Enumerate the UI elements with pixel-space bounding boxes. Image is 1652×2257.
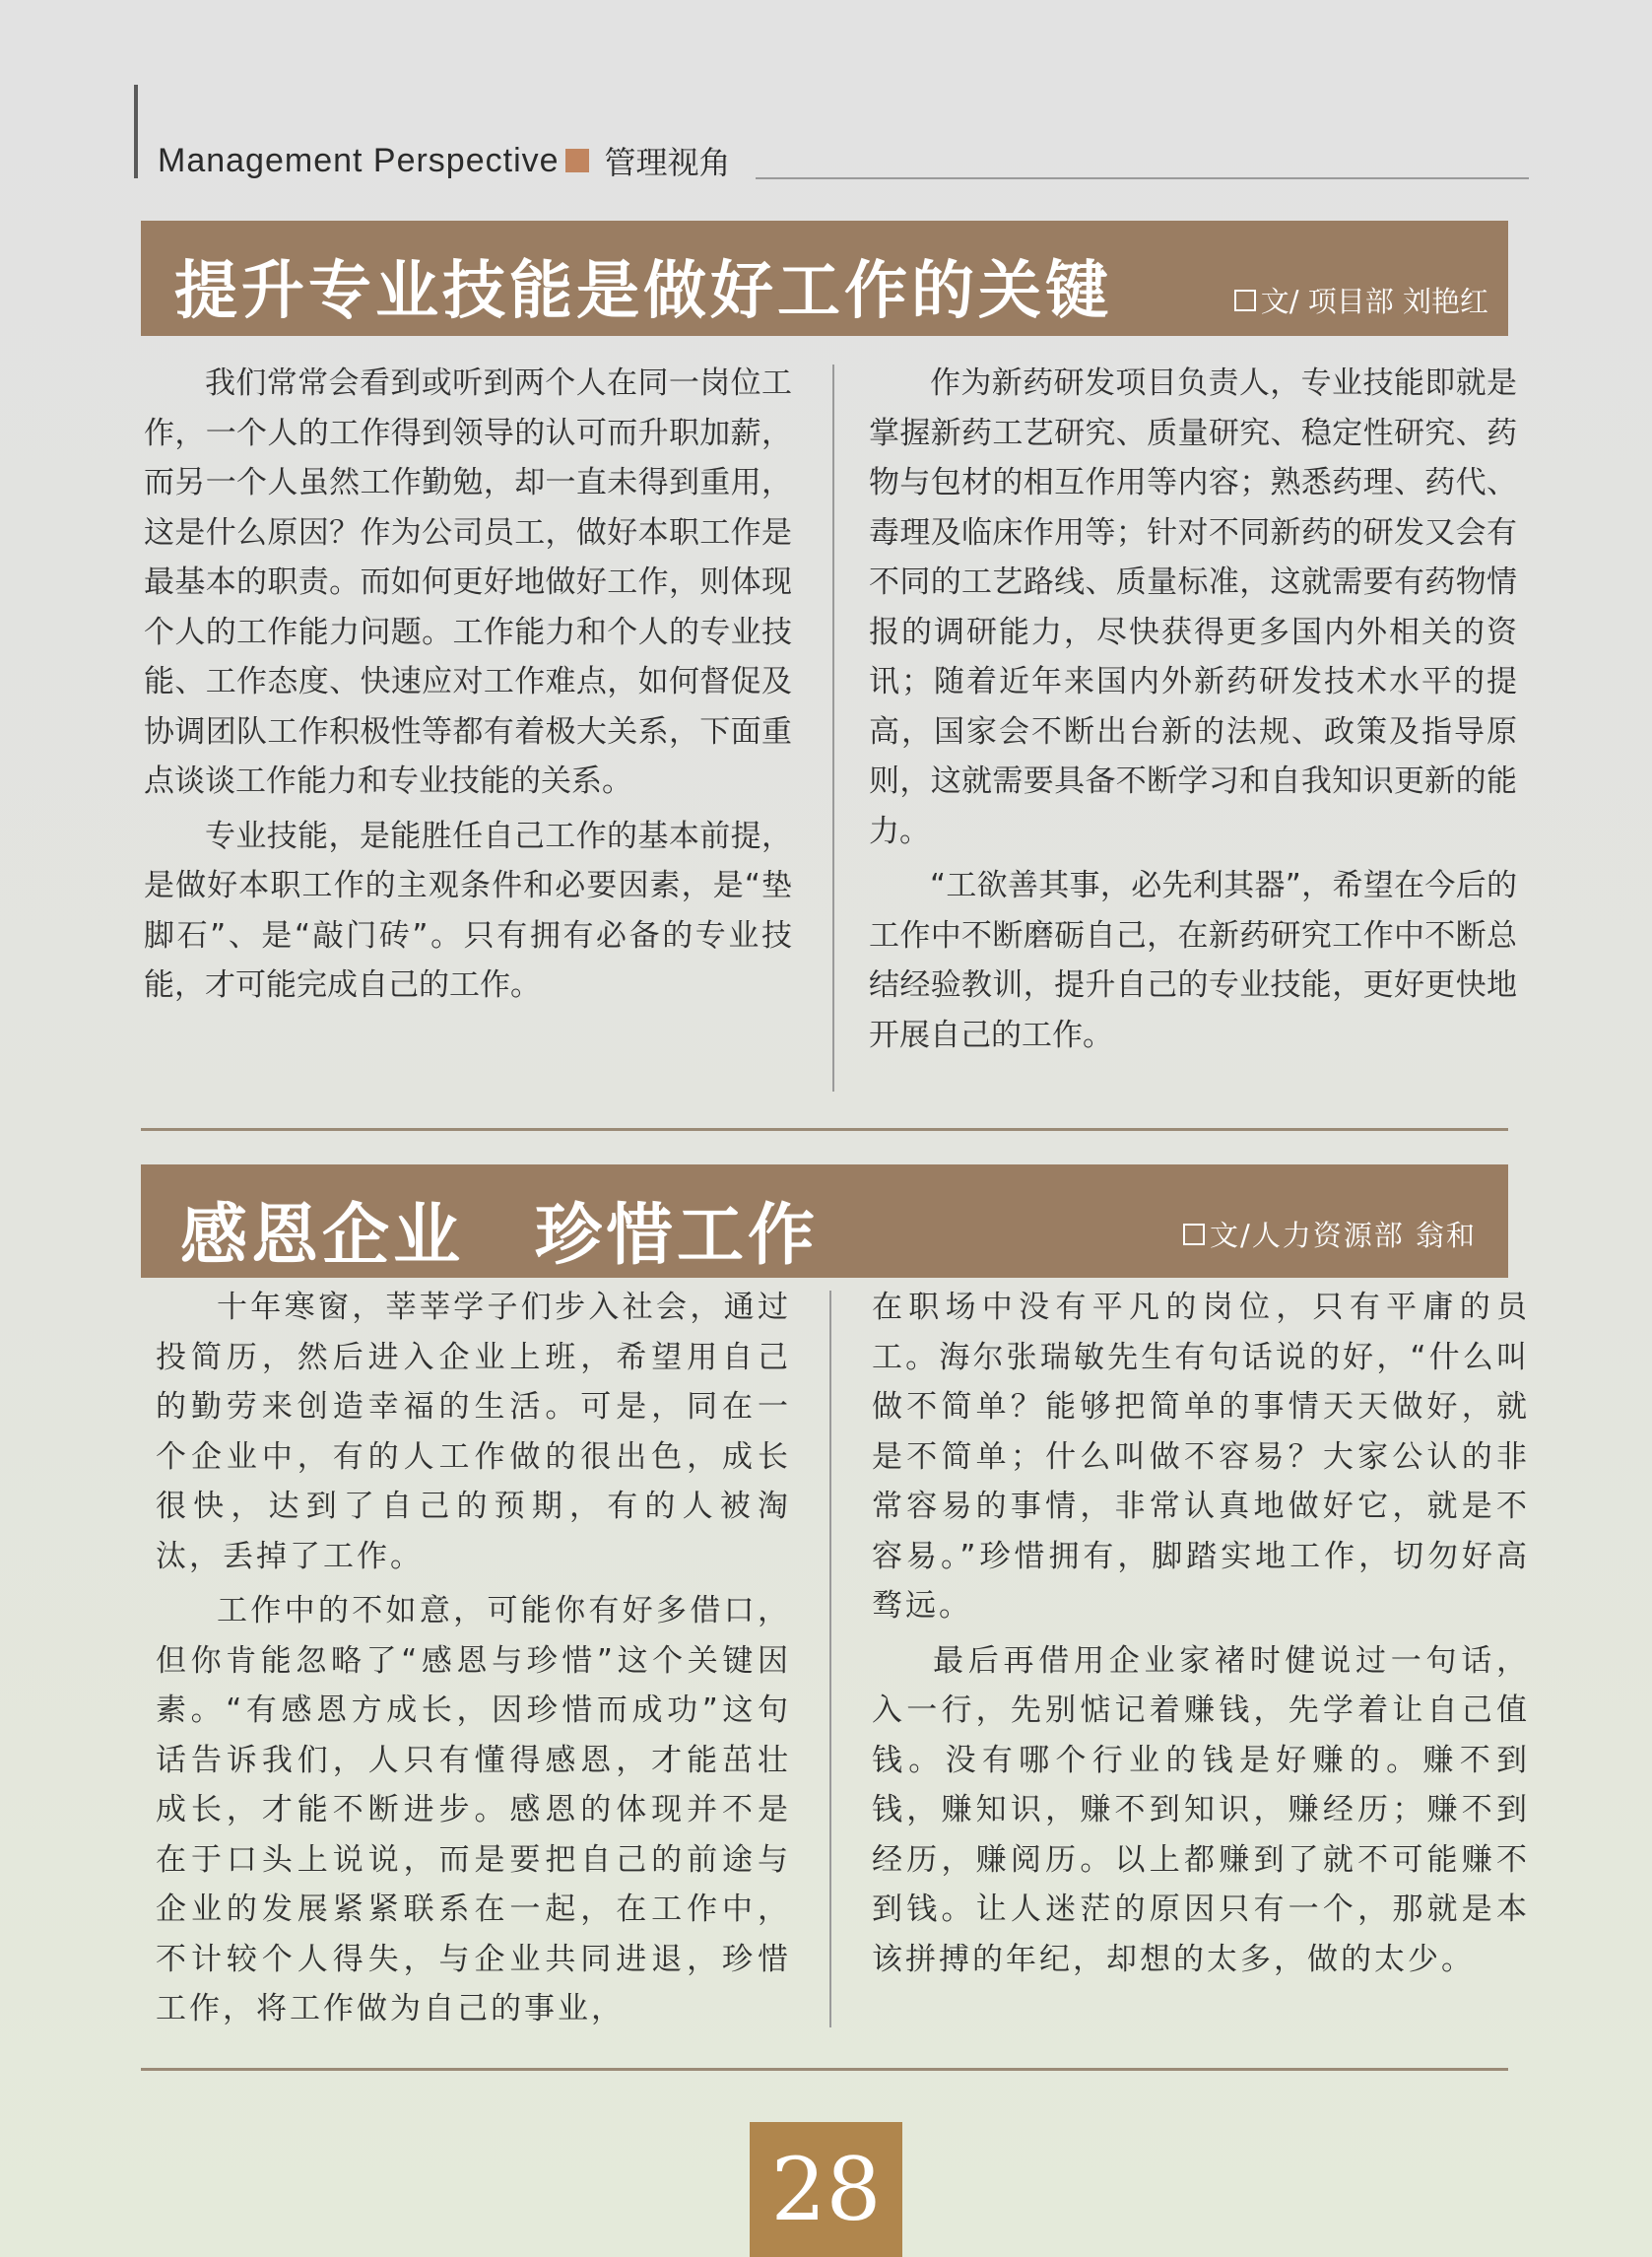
column-divider	[832, 365, 834, 1092]
box-icon	[1234, 290, 1256, 311]
paragraph: 十年寒窗，莘莘学子们步入社会，通过投简历，然后进入企业上班，希望用自己的勤劳来创造幸福的生活。可是，同在一个企业中，有的人工作做的很出色，成长很快，达到了自己的预期，有的人被淘汰，丢掉了工作。	[156, 1290, 791, 1574]
article2-banner	[141, 1164, 1508, 1278]
article-separator	[141, 1128, 1508, 1131]
section-title-en: Management Perspective	[158, 141, 560, 179]
section-square-icon	[565, 149, 589, 172]
paragraph: 最后再借用企业家褚时健说过一句话，入一行，先别惦记着赚钱，先学着让自己值钱。没有哪个行业的钱是好赚的。赚不到钱，赚知识，赚不到知识，赚经历；赚不到经历，赚阅历。以上都赚到了就不可能赚不到钱。让人迷茫的原因只有一个，那就是本该拼搏的年纪，却想的太多，做的太少。	[872, 1642, 1530, 1977]
article1-banner	[141, 221, 1508, 336]
section-header	[158, 138, 731, 183]
paragraph: 工作中的不如意，可能你有好多借口，但你肯能忽略了“感恩与珍惜”这个关键因素。“有感恩方成长，因珍惜而成功”这句话告诉我们，人只有懂得感恩，才能茁壮成长，才能不断进步。感恩的体现并不是在于口头上说说，而是要把自己的前途与企业的发展紧紧联系在一起，在工作中，不计较个人得失，与企业共同进退，珍惜工作，将工作做为自己的事业，	[156, 1593, 791, 2026]
paragraph: 在职场中没有平凡的岗位，只有平庸的员工。海尔张瑞敏先生有句话说的好，“什么叫做不简单？能够把简单的事情天天做好，就是不简单；什么叫做不容易？大家公认的非常容易的事情，非常认真地做好它，就是不容易。”珍惜拥有，脚踏实地工作，切勿好高骛远。	[872, 1290, 1530, 1624]
paragraph: 作为新药研发项目负责人，专业技能即就是掌握新药工艺研究、质量研究、稳定性研究、药物与包材的相互作用等内容；熟悉药理、药代、毒理及临床作用等；针对不同新药的研发又会有不同的工艺路线、质量标准，这就需要有药物情报的调研能力，尽快获得更多国内外相关的资讯；随着近年来国内外新药研发技术水平的提高，国家会不断出台新的法规、政策及指导原则，这就需要具备不断学习和自我知识更新的能力。	[869, 365, 1517, 849]
paragraph: 专业技能，是能胜任自己工作的基本前提，是做好本职工作的主观条件和必要因素，是“垫脚石”、是“敲门砖”。只有拥有必备的专业技能，才可能完成自己的工作。	[144, 818, 792, 1003]
article2-title: 感恩企业 珍惜工作	[180, 1196, 820, 1275]
paragraph: 我们常常会看到或听到两个人在同一岗位工作，一个人的工作得到领导的认可而升职加薪，而另一个人虽然工作勤勉，却一直未得到重用，这是什么原因？作为公司员工，做好本职工作是最基本的职责。而如何更好地做好工作，则体现个人的工作能力问题。工作能力和个人的专业技能、工作态度、快速应对工作难点，如何督促及协调团队工作积极性等都有着极大关系，下面重点谈谈工作能力和专业技能的关系。	[144, 365, 792, 799]
bottom-rule	[141, 2068, 1508, 2071]
page-number: 28	[750, 2122, 902, 2257]
column-divider	[829, 1291, 831, 2027]
box-icon	[1183, 1224, 1205, 1245]
article1-byline	[1234, 280, 1488, 320]
article1-left-column	[144, 359, 792, 1011]
article2-byline	[1183, 1214, 1477, 1254]
section-title-cn: 管理视角	[604, 144, 731, 181]
article2-right-column	[872, 1283, 1530, 1984]
header-accent-bar	[134, 85, 138, 178]
paragraph: “工欲善其事，必先利其器”，希望在今后的工作中不断磨砺自己，在新药研究工作中不断总结经验教训，提升自己的专业技能，更好更快地开展自己的工作。	[869, 868, 1517, 1053]
header-rule	[756, 177, 1529, 179]
article1-title: 提升专业技能是做好工作的关键	[174, 254, 1112, 328]
article2-left-column	[156, 1283, 791, 2034]
article1-right-column	[869, 359, 1517, 1060]
article1-byline-text: 文/ 项目部 刘艳红	[1260, 285, 1488, 318]
article2-byline-text: 文/人力资源部 翁和	[1210, 1219, 1477, 1252]
